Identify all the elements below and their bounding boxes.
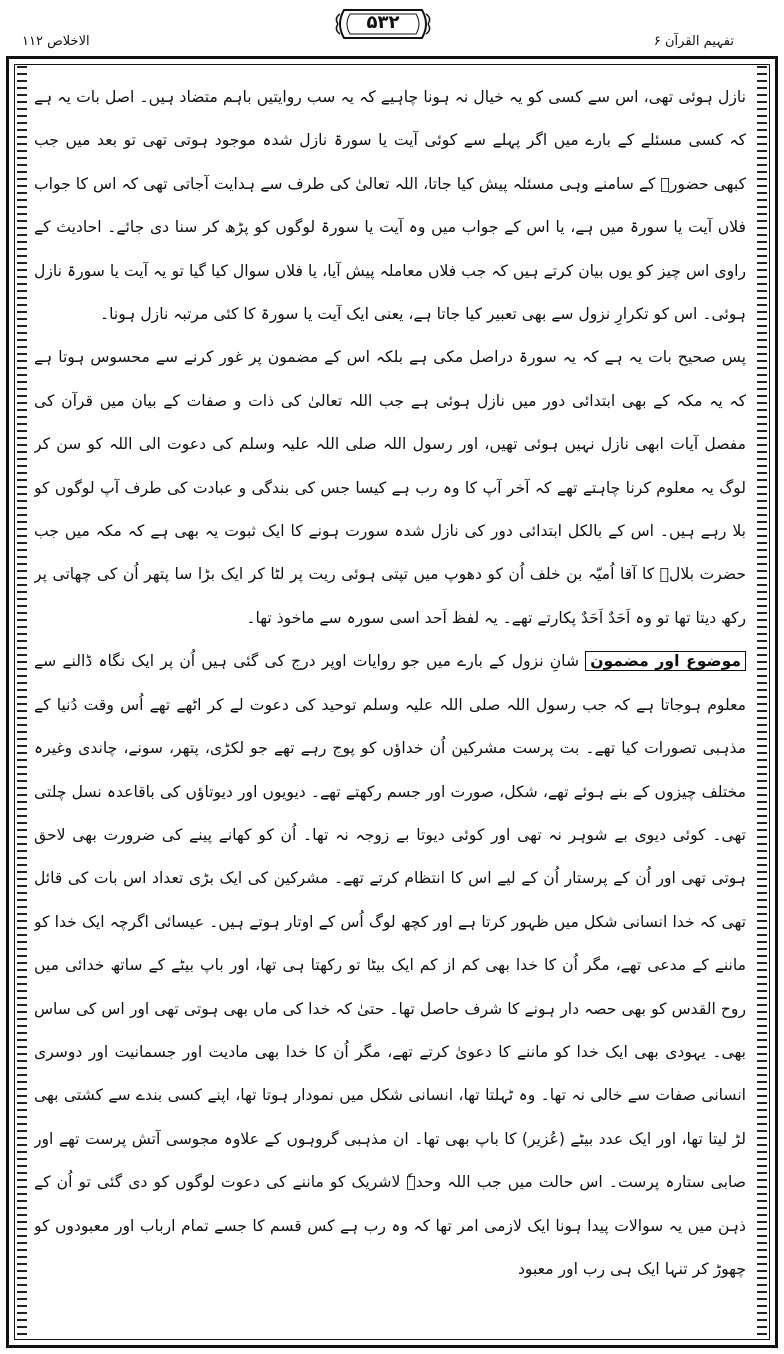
paragraph-2 bbox=[34, 336, 746, 640]
section-heading: موضوع اور مضمون bbox=[585, 651, 746, 671]
frame-rail-right bbox=[757, 66, 767, 1338]
paragraph-3-text: شانِ نزول کے بارے میں جو روایات اوپر درج کی گئی ہیں اُن پر ایک نگاہ ڈالنے سے معلوم ہوجاتا ہے کہ جب رسول اللہ صلی اللہ علیہ وسلم توحید کی دعوت لے کر اٹھے تھے اُس وقت دُنیا کے مذہبی تصورات کیا تھے۔ بت پرست مشرکین اُن خداؤں کو پوج رہے تھے جو لکڑی، پتھر، سونے، چاندی وغیرہ مختلف چیزوں کے بنے ہوئے تھے، شکل، صورت اور جسم رکھتے تھے۔ دیویوں اور دیوتاؤں کی باقاعدہ نسل چلتی تھی۔ کوئی دیوی بے شوہر نہ تھی اور کوئی دیوتا بے زوجہ نہ تھا۔ اُن کو کھانے پینے کی ضرورت بھی لاحق ہوتی تھی اور اُن کے پرستار اُن کے لیے اس کا انتظام کرتے تھے۔ مشرکین کی ایک بڑی تعداد اس بات کی قائل تھی کہ خدا انسانی شکل میں ظہور کرتا ہے اور کچھ لوگ اُس کے اوتار ہوتے ہیں۔ عیسائی اگرچہ ایک خدا کو ماننے کے مدعی تھے، مگر اُن کا خدا بھی کم از کم ایک بیٹا تو رکھتا ہی تھا، اور باپ بیٹے کے ساتھ خدائی میں روح القدس کو بھی حصہ دار ہونے کا شرف حاصل تھا۔ حتیٰ کہ خدا کی ماں بھی ہوتی تھی اور اس کی ساس بھی۔ یہودی بھی ایک خدا کو ماننے کا دعویٰ کرتے تھے، مگر اُن کا خدا بھی مادیت اور جسمانیت اور دوسری انسانی صفات سے خالی نہ تھا۔ وہ ٹہلتا تھا، انسانی شکل میں نمودار ہوتا تھا، اپنے کسی بندے سے کشتی بھی لڑ لیتا تھا، اور ایک عدد بیٹے (عُزیر) کا باپ بھی تھا۔ ان مذہبی گروہوں کے علاوہ مجوسی آتش پرست تھے اور صابی ستارہ پرست۔ اس حالت میں جب اللہ وحدہٗ لاشریک کو ماننے کی دعوت لوگوں کو دی گئی تو اُن کے ذہن میں یہ سوالات پیدا ہونا ایک لازمی امر تھا کہ وہ رب ہے کس قسم کا جسے تمام ارباب اور معبودوں کو چھوڑ کر تنہا ایک ہی رب اور معبود bbox=[34, 652, 746, 1278]
book-title: تفہیم القرآن ۶ bbox=[653, 34, 734, 49]
paragraph-3 bbox=[34, 640, 746, 1291]
page-body bbox=[34, 76, 746, 1338]
page-number: ۵۳۲ bbox=[366, 12, 400, 33]
surah-label: الاخلاص ۱۱۲ bbox=[22, 34, 90, 49]
paragraph-2-text: پس صحیح بات یہ ہے کہ یہ سورۃ دراصل مکی ہے بلکہ اس کے مضمون پر غور کرنے سے محسوس ہوتا ہے کہ یہ مکہ کے بھی ابتدائی دور میں نازل ہوئی ہے جب اللہ تعالیٰ کی ذات و صفات کے بیان میں قرآن کی مفصل آیات ابھی نازل نہیں ہوئی تھیں، اور رسول اللہ صلی اللہ علیہ وسلم کی دعوت الی اللہ کو سن کر لوگ یہ معلوم کرنا چاہتے تھے کہ آخر آپ کا وہ رب ہے کیسا جس کی بندگی و عبادت کی طرف آپ لوگوں کو بلا رہے ہیں۔ اس کے بالکل ابتدائی دور کی نازل شدہ سورت ہونے کا ایک ثبوت یہ بھی ہے کہ مکہ میں جب حضرت بلالؓ کا آقا اُمیّہ بن خلف اُن کو دھوپ میں تپتی ہوئی ریت پر لٹا کر ایک بڑا سا پتھر اُن کی چھاتی پر رکھ دیتا تھا تو وہ اَحَدٌ اَحَدٌ پکارتے تھے۔ یہ لفظ اَحد اسی سورہ سے ماخوذ تھا۔ bbox=[34, 348, 746, 627]
frame-rail-left bbox=[17, 66, 27, 1338]
page-number-badge bbox=[334, 4, 432, 44]
paragraph-1: نازل ہوئی تھی، اس سے کسی کو یہ خیال نہ ہونا چاہیے کہ یہ سب روایتیں باہم متضاد ہیں۔ اصل بات یہ ہے کہ کسی مسئلے کے بارے میں اگر پہلے سے کوئی آیت یا سورۃ نازل شدہ موجود ہوتی تھی تو بعد میں جب کبھی حضورؐ کے سامنے وہی مسئلہ پیش کیا جاتا، اللہ تعالیٰ کی طرف سے ہدایت آجاتی تھی کہ اس کا جواب فلاں آیت یا سورۃ میں ہے، یا اس کے جواب میں وہ آیت یا سورۃ لوگوں کو پڑھ کر سنا دی جائے۔ احادیث کے راوی اس چیز کو یوں بیان کرتے ہیں کہ جب فلاں معاملہ پیش آیا، یا فلاں سوال کیا گیا تو یہ آیت یا سورۃ نازل ہوئی۔ اس کو تکرارِ نزول سے بھی تعبیر کیا جاتا ہے، یعنی ایک آیت یا سورۃ کا کئی مرتبہ نازل ہونا۔ bbox=[34, 88, 746, 324]
page-header bbox=[0, 0, 784, 60]
